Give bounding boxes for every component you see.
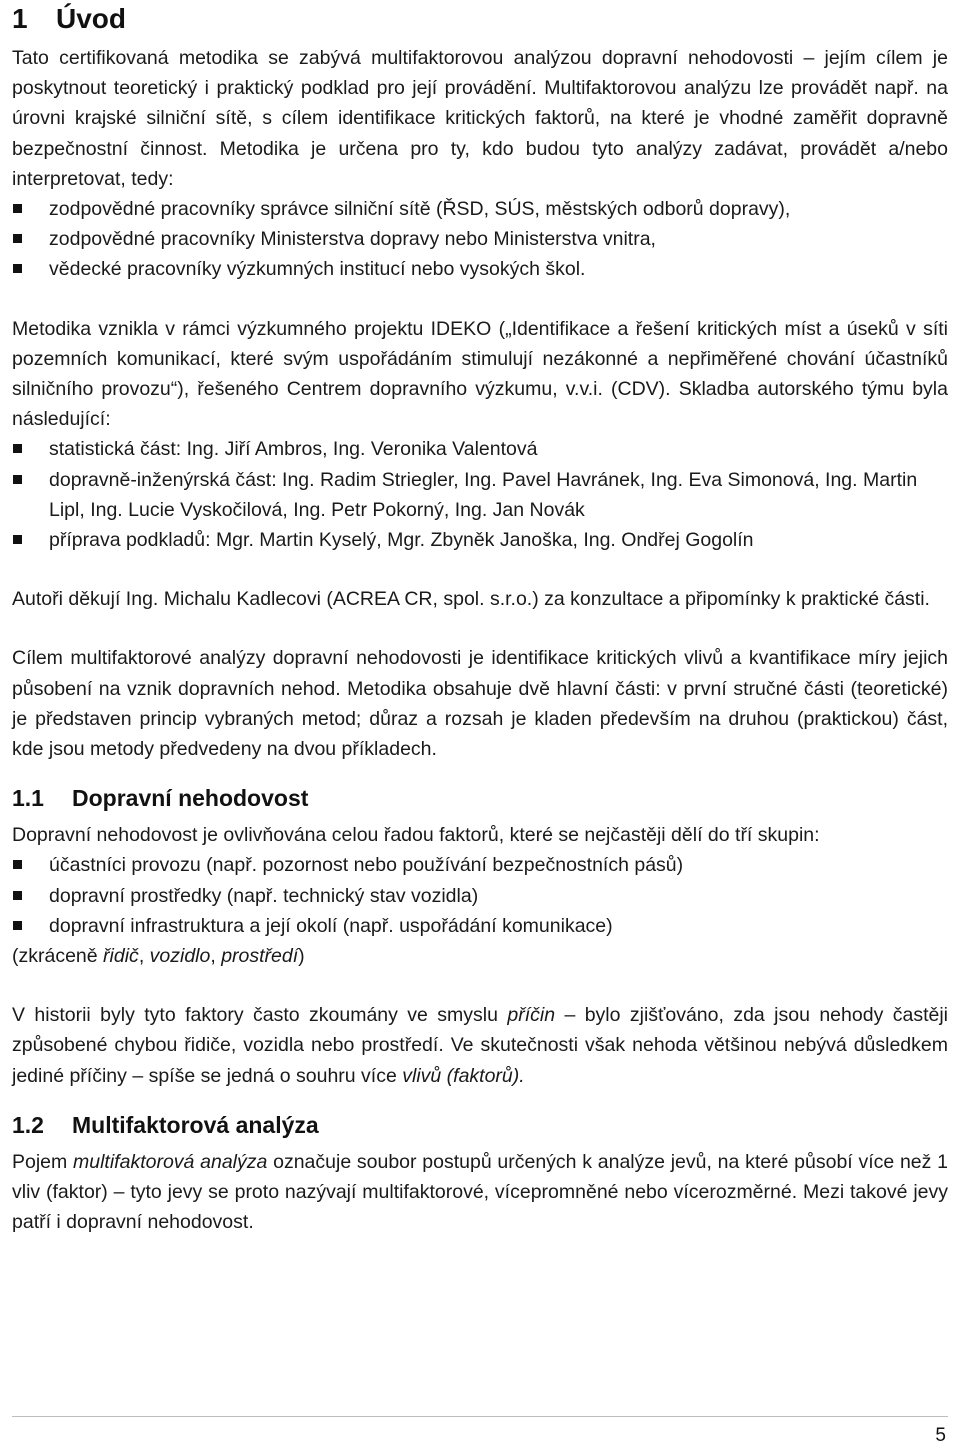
list-item: zodpovědné pracovníky Ministerstva dopravy nebo Ministerstva vnitra, (12, 224, 948, 254)
list-item: dopravní prostředky (např. technický stav vozidla) (12, 881, 948, 911)
section-title: Dopravní nehodovost (72, 785, 309, 812)
section-heading-1-2 (12, 1110, 948, 1140)
factors-intro-paragraph: Dopravní nehodovost je ovlivňována celou řadou faktorů, které se nejčastěji dělí do tří skupin: (12, 824, 820, 847)
multifactor-paragraph: Pojem multifaktorová analýza označuje soubor postupů určených k analýze jevů, na které působí více než 1 vliv (faktor) – tyto jevy se proto nazývají multifaktorové, vícepromněné nebo vícerozměrné. Mezi takové jevy patří i dopravní nehodovost. (12, 1150, 948, 1234)
section-number: 1.2 (12, 1111, 44, 1138)
list-item: vědecké pracovníky výzkumných institucí nebo vysokých škol. (12, 254, 948, 284)
square-bullet-icon (13, 535, 22, 544)
chapter-number: 1 (12, 3, 28, 34)
square-bullet-icon (13, 264, 22, 273)
footer-divider (12, 1416, 948, 1417)
project-paragraph: Metodika vznikla v rámci výzkumného projektu IDEKO („Identifikace a řešení kritických míst a úseků v síti pozemních komunikací, které svým uspořádáním stimulují nezákonné a nepřiměřené chování účastníků silničního provozu“), řešeného Centrem dopravního výzkumu, v.v.i. (CDV). Skladba autorského týmu byla následující: (12, 317, 948, 431)
section-heading-1-1 (12, 783, 948, 813)
list-item: dopravně-inženýrská část: Ing. Radim Striegler, Ing. Pavel Havránek, Ing. Eva Simonová, Ing. Martin Lipl, Ing. Lucie Vyskočilová, Ing. Petr Pokorný, Ing. Jan Novák (12, 465, 948, 525)
goal-paragraph: Cílem multifaktorové analýzy dopravní nehodovosti je identifikace kritických vlivů a kvantifikace míry jejich působení na vznik dopravních nehod. Metodika obsahuje dvě hlavní části: v první stručné části (teoretické) je představen princip vybraných metod; důraz a rozsah je kladen především na druhou (praktickou) část, kde jsou metody předvedeny na dvou příkladech. (12, 647, 948, 761)
document-page (12, 0, 948, 1238)
square-bullet-icon (13, 921, 22, 930)
list-item: dopravní infrastruktura a její okolí (např. uspořádání komunikace) (12, 911, 948, 941)
square-bullet-icon (13, 444, 22, 453)
section-number: 1.1 (12, 785, 44, 812)
list-item: příprava podkladů: Mgr. Martin Kyselý, Mgr. Zbyněk Janoška, Ing. Ondřej Gogolín (12, 525, 948, 555)
list-item: statistická část: Ing. Jiří Ambros, Ing. Veronika Valentová (12, 434, 948, 464)
square-bullet-icon (13, 891, 22, 900)
abbreviation-line: (zkráceně řidič, vozidlo, prostředí) (12, 945, 305, 968)
history-paragraph: V historii byly tyto faktory často zkoumány ve smyslu příčin – bylo zjišťováno, zda jsou nehody častěji způsobené chybou řidiče, vozidla nebo prostředí. Ve skutečnosti však nehoda většinou nebývá důsledkem jediné příčiny – spíše se jedná o souhru více vlivů (faktorů). (12, 1004, 948, 1087)
factor-groups-list (12, 850, 948, 941)
list-item: účastníci provozu (např. pozornost nebo používání bezpečnostních pásů) (12, 850, 948, 880)
page-number: 5 (935, 1425, 946, 1446)
section-title: Multifaktorová analýza (72, 1111, 319, 1138)
square-bullet-icon (13, 475, 22, 484)
square-bullet-icon (13, 860, 22, 869)
authors-list (12, 434, 948, 555)
square-bullet-icon (13, 234, 22, 243)
square-bullet-icon (13, 204, 22, 213)
chapter-title: Úvod (56, 3, 126, 34)
audience-list (12, 194, 948, 285)
acknowledgement-paragraph: Autoři děkují Ing. Michalu Kadlecovi (ACREA CR, spol. s.r.o.) za konzultace a připomínky k praktické části. (12, 588, 930, 611)
intro-paragraph: Tato certifikovaná metodika se zabývá multifaktorovou analýzou dopravní nehodovosti – jejím cílem je poskytnout teoretický i praktický podklad pro její provádění. Multifaktorovou analýzu lze provádět např. na úrovni krajské silniční sítě, s cílem identifikace kritických faktorů, na které je vhodné zaměřit dopravně bezpečnostní činnost. Metodika je určena pro ty, kdo budou tyto analýzy zadávat, provádět a/nebo interpretovat, tedy: (12, 47, 948, 190)
list-item: zodpovědné pracovníky správce silniční sítě (ŘSD, SÚS, městských odborů dopravy), (12, 194, 948, 224)
chapter-heading (12, 0, 948, 36)
